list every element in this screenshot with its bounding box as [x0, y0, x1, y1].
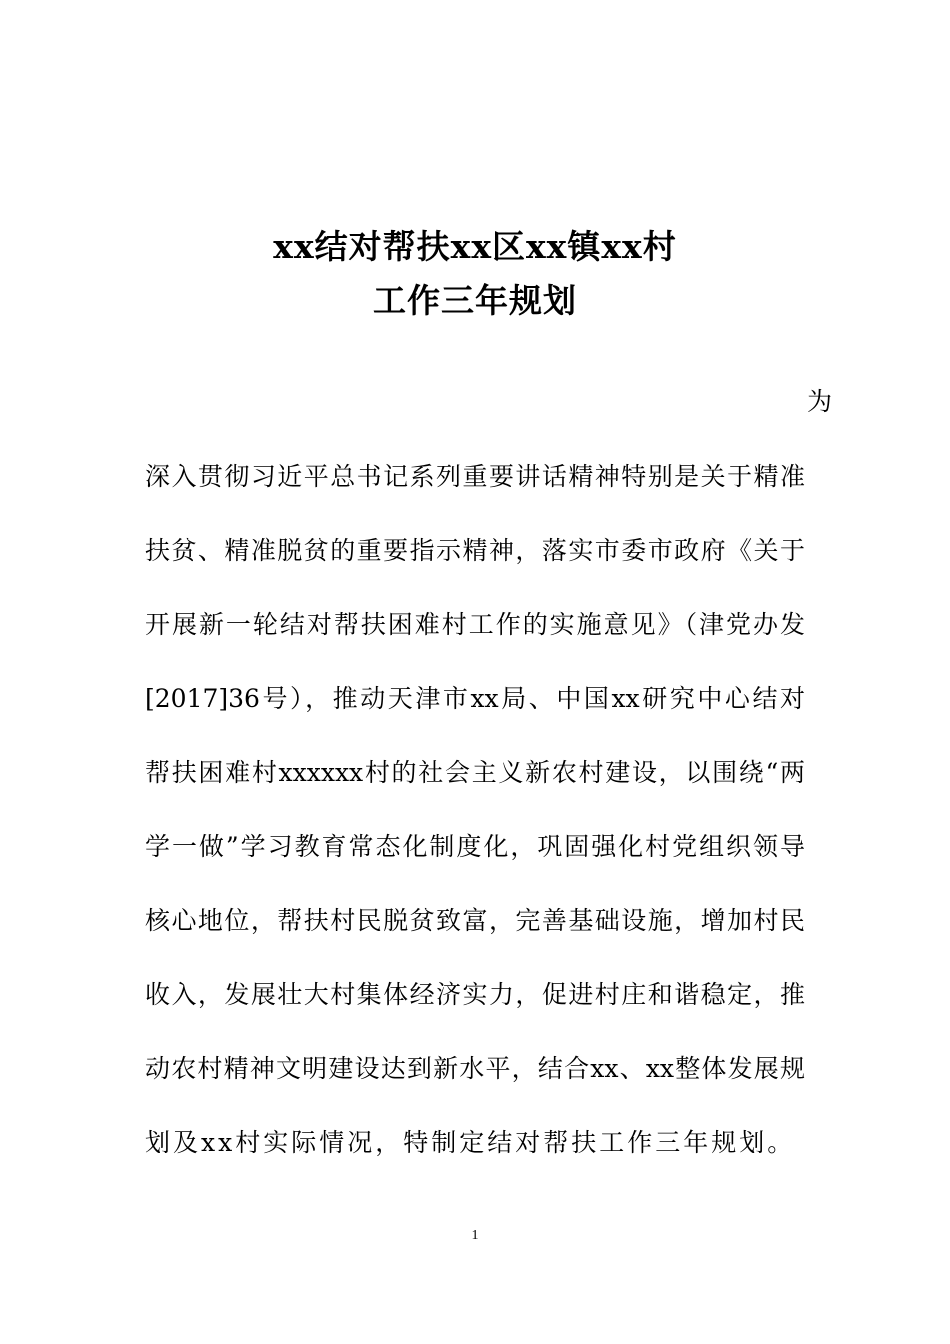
- document-title-line-1: xx结对帮扶xx区xx镇xx村: [273, 227, 677, 266]
- paragraph-line-1: 深入贯彻习近平总书记系列重要讲话精神特别是关于精准: [145, 462, 805, 491]
- paragraph-line-5: 帮扶困难村xxxxxx村的社会主义新农村建设，以围绕“两: [145, 758, 805, 787]
- paragraph-line-9: 动农村精神文明建设达到新水平，结合xx、xx整体发展规: [145, 1054, 805, 1083]
- document-title-line-2: 工作三年规划: [373, 281, 577, 320]
- paragraph-line-8: 收入，发展壮大村集体经济实力，促进村庄和谐稳定，推: [145, 980, 805, 1009]
- paragraph-line-7: 核心地位，帮扶村民脱贫致富，完善基础设施，增加村民: [145, 906, 805, 935]
- paragraph-line-4: [2017]36号），推动天津市xx局、中国xx研究中心结对: [145, 684, 805, 713]
- paragraph-first-char: 为: [807, 387, 833, 416]
- paragraph-line-2: 扶贫、精准脱贫的重要指示精神，落实市委市政府《关于: [145, 536, 805, 565]
- paragraph-line-10: 划及xx村实际情况，特制定结对帮扶工作三年规划。: [145, 1128, 796, 1157]
- paragraph-line-6: 学一做”学习教育常态化制度化，巩固强化村党组织领导: [145, 832, 805, 861]
- paragraph-line-3: 开展新一轮结对帮扶困难村工作的实施意见》（津党办发: [145, 610, 805, 639]
- page-number: 1: [471, 1228, 479, 1243]
